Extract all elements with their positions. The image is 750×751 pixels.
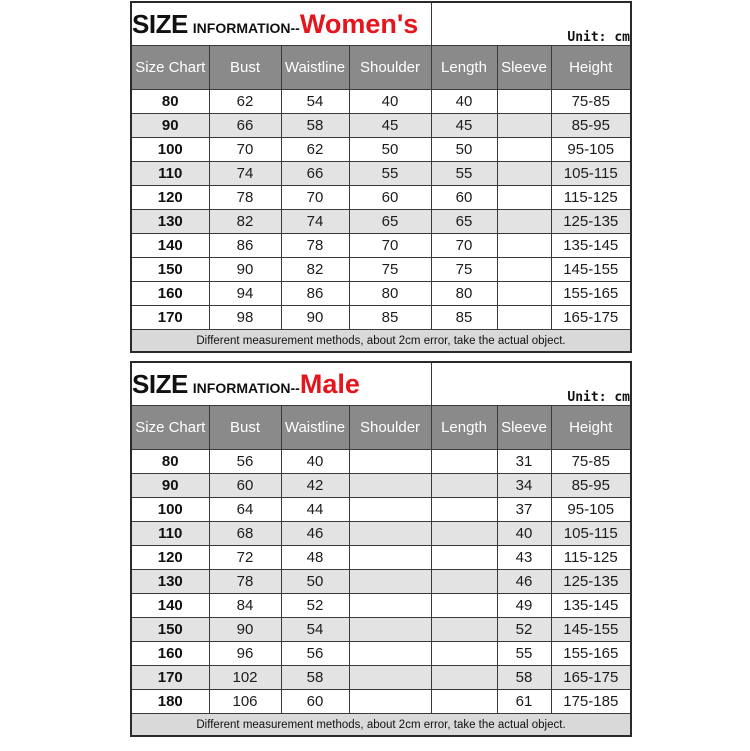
measurement-cell: 95-105: [551, 138, 631, 162]
measurement-cell: [349, 450, 431, 474]
size-row-80: [131, 90, 631, 114]
size-row-130: [131, 570, 631, 594]
measurement-cell: 50: [431, 138, 497, 162]
size-chart-cell: 140: [131, 234, 209, 258]
size-chart-cell: 150: [131, 618, 209, 642]
measurement-cell: 55: [431, 162, 497, 186]
measurement-cell: 34: [497, 474, 551, 498]
measurement-cell: [431, 522, 497, 546]
size-row-90: [131, 114, 631, 138]
measurement-cell: [431, 642, 497, 666]
measurement-cell: 31: [497, 450, 551, 474]
measurement-cell: 49: [497, 594, 551, 618]
measurement-cell: 62: [209, 90, 281, 114]
title-size-text: SIZE: [132, 8, 188, 39]
male-table-body: [131, 450, 631, 714]
measurement-cell: 135-145: [551, 594, 631, 618]
measurement-cell: [431, 546, 497, 570]
size-row-110: [131, 522, 631, 546]
measurement-cell: 94: [209, 282, 281, 306]
measurement-cell: 82: [281, 258, 349, 282]
measurement-cell: 175-185: [551, 690, 631, 714]
column-header-height: Height: [551, 406, 631, 450]
measurement-cell: 90: [209, 618, 281, 642]
measurement-cell: 48: [281, 546, 349, 570]
measurement-cell: 70: [431, 234, 497, 258]
measurement-cell: 55: [349, 162, 431, 186]
womens-footer-note: Different measurement methods, about 2cm error, take the actual object.: [131, 330, 631, 353]
size-chart-cell: 90: [131, 474, 209, 498]
measurement-cell: 115-125: [551, 186, 631, 210]
size-chart-cell: 80: [131, 90, 209, 114]
column-header-shoulder: Shoulder: [349, 46, 431, 90]
measurement-cell: [349, 522, 431, 546]
measurement-cell: 85-95: [551, 114, 631, 138]
column-header-height: Height: [551, 46, 631, 90]
measurement-cell: 44: [281, 498, 349, 522]
title-category-male: Male: [299, 368, 360, 399]
measurement-cell: [349, 474, 431, 498]
measurement-cell: 145-155: [551, 618, 631, 642]
measurement-cell: 70: [349, 234, 431, 258]
measurement-cell: [349, 690, 431, 714]
size-row-120: [131, 186, 631, 210]
column-header-waistline: Waistline: [281, 406, 349, 450]
size-row-150: [131, 618, 631, 642]
measurement-cell: 50: [349, 138, 431, 162]
male-title-row: [131, 362, 631, 406]
measurement-cell: [431, 666, 497, 690]
measurement-cell: 54: [281, 618, 349, 642]
measurement-cell: 86: [209, 234, 281, 258]
size-chart-cell: 170: [131, 666, 209, 690]
measurement-cell: [497, 306, 551, 330]
measurement-cell: 102: [209, 666, 281, 690]
male-unit-label: Unit: cm: [431, 362, 631, 406]
measurement-cell: 135-145: [551, 234, 631, 258]
measurement-cell: 105-115: [551, 522, 631, 546]
measurement-cell: 52: [497, 618, 551, 642]
measurement-cell: [431, 474, 497, 498]
column-header-sleeve: Sleeve: [497, 406, 551, 450]
measurement-cell: [497, 234, 551, 258]
womens-footer-row: [131, 330, 631, 353]
measurement-cell: [349, 618, 431, 642]
measurement-cell: [349, 642, 431, 666]
male-table-title: [131, 362, 431, 406]
size-chart-cell: 120: [131, 186, 209, 210]
measurement-cell: [349, 546, 431, 570]
measurement-cell: 165-175: [551, 666, 631, 690]
size-row-110: [131, 162, 631, 186]
measurement-cell: 115-125: [551, 546, 631, 570]
measurement-cell: 70: [281, 186, 349, 210]
size-row-170: [131, 666, 631, 690]
measurement-cell: 46: [497, 570, 551, 594]
column-header-size-chart: Size Chart: [131, 46, 209, 90]
measurement-cell: [349, 570, 431, 594]
size-chart-cell: 150: [131, 258, 209, 282]
womens-header-row: [131, 46, 631, 90]
measurement-cell: 40: [349, 90, 431, 114]
measurement-cell: 145-155: [551, 258, 631, 282]
measurement-cell: 68: [209, 522, 281, 546]
measurement-cell: 40: [497, 522, 551, 546]
measurement-cell: [431, 450, 497, 474]
measurement-cell: [431, 498, 497, 522]
measurement-cell: 85: [349, 306, 431, 330]
measurement-cell: 125-135: [551, 210, 631, 234]
size-row-90: [131, 474, 631, 498]
measurement-cell: 86: [281, 282, 349, 306]
size-row-170: [131, 306, 631, 330]
measurement-cell: [431, 618, 497, 642]
womens-title-row: [131, 2, 631, 46]
title-information-text: INFORMATION--: [192, 379, 300, 396]
measurement-cell: 58: [281, 114, 349, 138]
size-chart-cell: 110: [131, 522, 209, 546]
size-row-100: [131, 498, 631, 522]
measurement-cell: 60: [349, 186, 431, 210]
measurement-cell: 70: [209, 138, 281, 162]
measurement-cell: 45: [431, 114, 497, 138]
size-chart-cell: 180: [131, 690, 209, 714]
column-header-sleeve: Sleeve: [497, 46, 551, 90]
measurement-cell: 96: [209, 642, 281, 666]
measurement-cell: [497, 138, 551, 162]
size-chart-cell: 90: [131, 114, 209, 138]
size-chart-cell: 110: [131, 162, 209, 186]
measurement-cell: [349, 498, 431, 522]
column-header-waistline: Waistline: [281, 46, 349, 90]
size-row-140: [131, 234, 631, 258]
measurement-cell: 90: [209, 258, 281, 282]
womens-size-table: [130, 1, 632, 353]
measurement-cell: [497, 258, 551, 282]
measurement-cell: 55: [497, 642, 551, 666]
size-chart-cell: 80: [131, 450, 209, 474]
measurement-cell: [497, 282, 551, 306]
size-row-120: [131, 546, 631, 570]
measurement-cell: [497, 90, 551, 114]
womens-table-body: [131, 90, 631, 330]
measurement-cell: 60: [281, 690, 349, 714]
measurement-cell: 78: [281, 234, 349, 258]
size-chart-cell: 130: [131, 210, 209, 234]
measurement-cell: 50: [281, 570, 349, 594]
measurement-cell: 64: [209, 498, 281, 522]
measurement-cell: 66: [281, 162, 349, 186]
size-row-100: [131, 138, 631, 162]
column-header-length: Length: [431, 46, 497, 90]
measurement-cell: 45: [349, 114, 431, 138]
size-row-140: [131, 594, 631, 618]
measurement-cell: 95-105: [551, 498, 631, 522]
size-row-80: [131, 450, 631, 474]
size-row-160: [131, 282, 631, 306]
womens-unit-label: Unit: cm: [431, 2, 631, 46]
size-chart-cell: 120: [131, 546, 209, 570]
measurement-cell: 42: [281, 474, 349, 498]
measurement-cell: 60: [209, 474, 281, 498]
size-chart-cell: 100: [131, 138, 209, 162]
measurement-cell: 75-85: [551, 450, 631, 474]
male-footer-note: Different measurement methods, about 2cm error, take the actual object.: [131, 714, 631, 737]
measurement-cell: [497, 114, 551, 138]
title-information-text: INFORMATION--: [192, 19, 300, 36]
column-header-length: Length: [431, 406, 497, 450]
measurement-cell: 58: [281, 666, 349, 690]
measurement-cell: 40: [281, 450, 349, 474]
measurement-cell: 155-165: [551, 282, 631, 306]
size-chart-cell: 100: [131, 498, 209, 522]
measurement-cell: 66: [209, 114, 281, 138]
measurement-cell: 65: [349, 210, 431, 234]
measurement-cell: 125-135: [551, 570, 631, 594]
measurement-cell: [349, 594, 431, 618]
size-row-150: [131, 258, 631, 282]
male-size-table: [130, 361, 632, 737]
measurement-cell: [497, 210, 551, 234]
measurement-cell: [497, 186, 551, 210]
measurement-cell: 43: [497, 546, 551, 570]
measurement-cell: 78: [209, 186, 281, 210]
size-chart-cell: 160: [131, 642, 209, 666]
measurement-cell: [431, 690, 497, 714]
size-chart-cell: 160: [131, 282, 209, 306]
measurement-cell: 80: [349, 282, 431, 306]
title-category-womens: Women's: [299, 8, 419, 39]
male-footer-row: [131, 714, 631, 737]
measurement-cell: 61: [497, 690, 551, 714]
column-header-bust: Bust: [209, 406, 281, 450]
size-row-180: [131, 690, 631, 714]
measurement-cell: 74: [209, 162, 281, 186]
male-header-row: [131, 406, 631, 450]
measurement-cell: 105-115: [551, 162, 631, 186]
measurement-cell: 40: [431, 90, 497, 114]
title-size-text: SIZE: [132, 368, 188, 399]
measurement-cell: 58: [497, 666, 551, 690]
measurement-cell: 75: [349, 258, 431, 282]
column-header-bust: Bust: [209, 46, 281, 90]
measurement-cell: 75: [431, 258, 497, 282]
measurement-cell: 37: [497, 498, 551, 522]
measurement-cell: 82: [209, 210, 281, 234]
measurement-cell: 80: [431, 282, 497, 306]
size-chart-cell: 130: [131, 570, 209, 594]
measurement-cell: 60: [431, 186, 497, 210]
column-header-size-chart: Size Chart: [131, 406, 209, 450]
size-row-160: [131, 642, 631, 666]
measurement-cell: 75-85: [551, 90, 631, 114]
womens-table-title: [131, 2, 431, 46]
measurement-cell: [431, 570, 497, 594]
measurement-cell: 85: [431, 306, 497, 330]
column-header-shoulder: Shoulder: [349, 406, 431, 450]
measurement-cell: [497, 162, 551, 186]
measurement-cell: 98: [209, 306, 281, 330]
measurement-cell: 155-165: [551, 642, 631, 666]
measurement-cell: 90: [281, 306, 349, 330]
measurement-cell: 62: [281, 138, 349, 162]
measurement-cell: 84: [209, 594, 281, 618]
measurement-cell: [431, 594, 497, 618]
measurement-cell: 74: [281, 210, 349, 234]
measurement-cell: 78: [209, 570, 281, 594]
measurement-cell: 56: [281, 642, 349, 666]
measurement-cell: 106: [209, 690, 281, 714]
size-row-130: [131, 210, 631, 234]
measurement-cell: [349, 666, 431, 690]
measurement-cell: 52: [281, 594, 349, 618]
size-chart-cell: 170: [131, 306, 209, 330]
measurement-cell: 54: [281, 90, 349, 114]
measurement-cell: 46: [281, 522, 349, 546]
measurement-cell: 165-175: [551, 306, 631, 330]
size-chart-cell: 140: [131, 594, 209, 618]
measurement-cell: 65: [431, 210, 497, 234]
measurement-cell: 56: [209, 450, 281, 474]
measurement-cell: 85-95: [551, 474, 631, 498]
measurement-cell: 72: [209, 546, 281, 570]
